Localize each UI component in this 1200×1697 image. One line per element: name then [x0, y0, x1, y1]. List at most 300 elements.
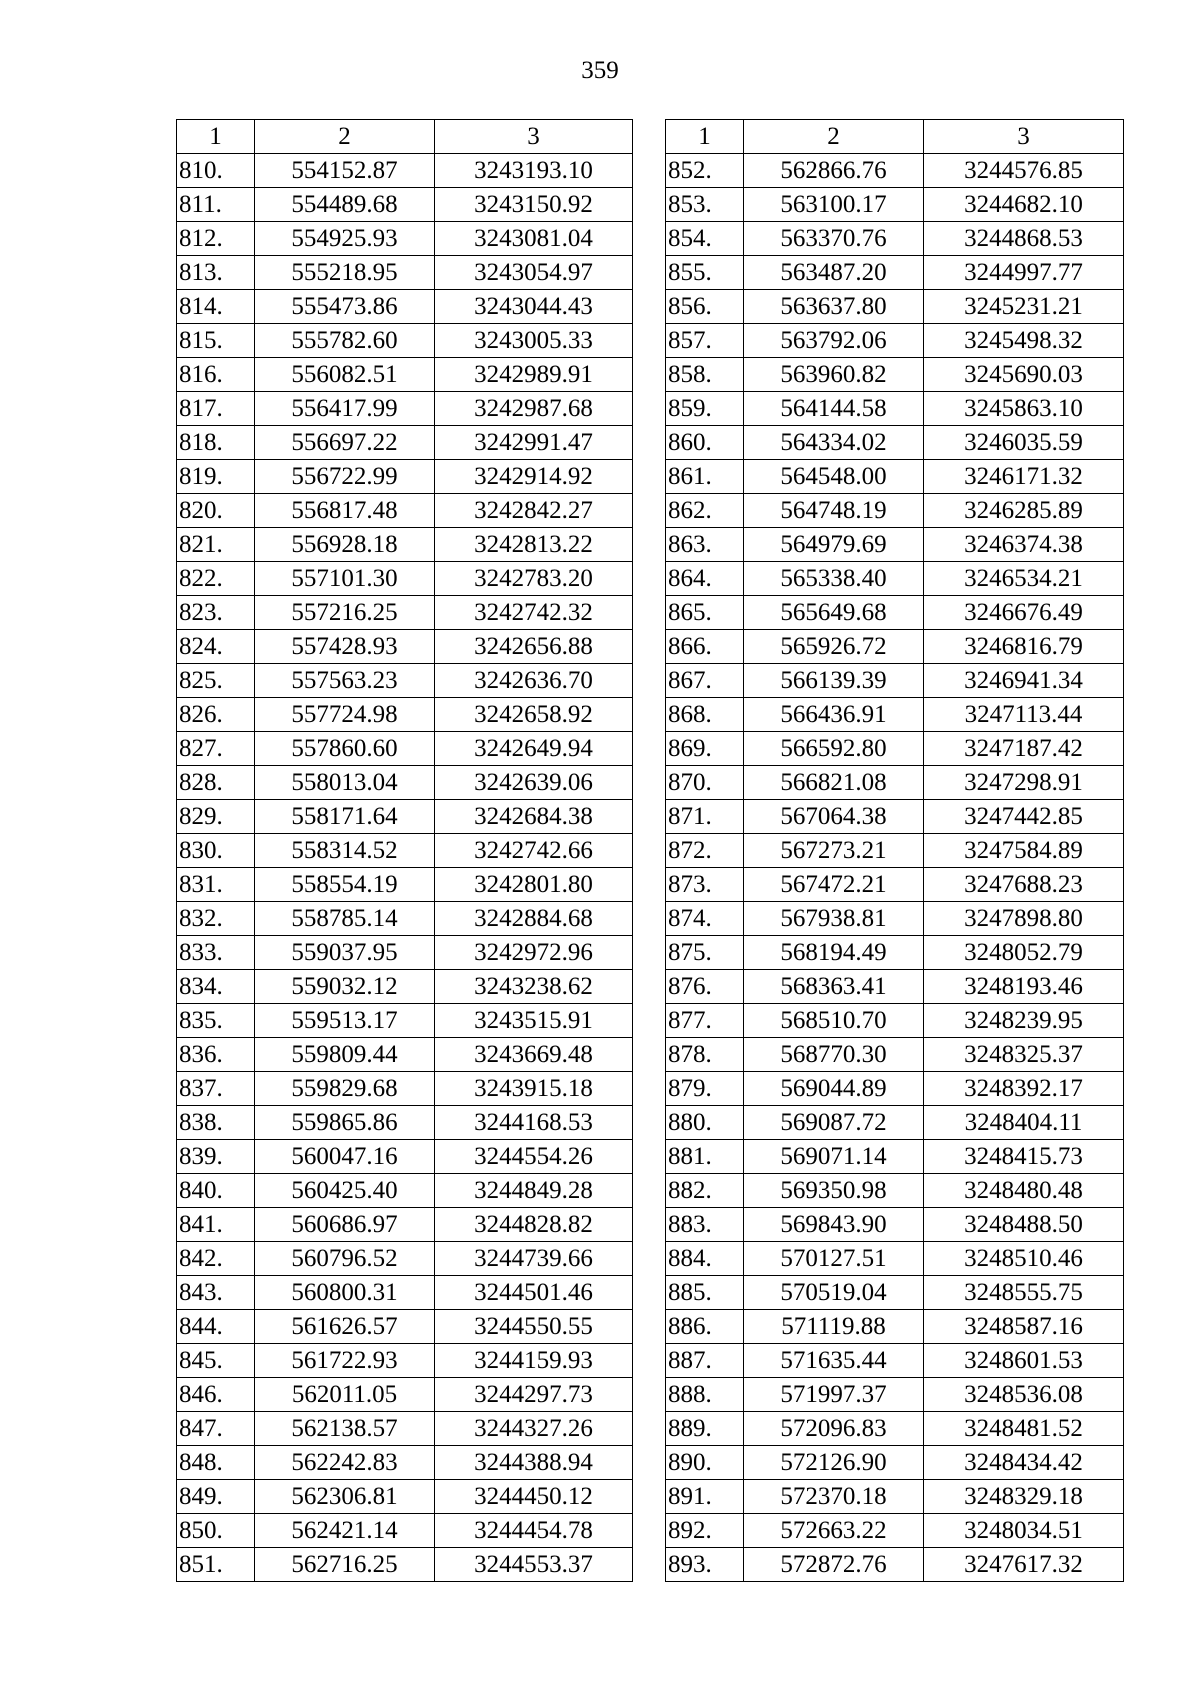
x-coordinate-cell: 556817.48 [255, 494, 435, 528]
y-coordinate-cell: 3246941.34 [924, 664, 1124, 698]
y-coordinate-cell: 3246035.59 [924, 426, 1124, 460]
x-coordinate-cell: 555473.86 [255, 290, 435, 324]
x-coordinate-cell: 562242.83 [255, 1446, 435, 1480]
table-row [177, 1548, 633, 1582]
x-coordinate-cell: 560686.97 [255, 1208, 435, 1242]
y-coordinate-cell: 3244868.53 [924, 222, 1124, 256]
x-coordinate-cell: 554152.87 [255, 154, 435, 188]
x-coordinate-cell: 571997.37 [744, 1378, 924, 1412]
y-coordinate-cell: 3244550.55 [435, 1310, 633, 1344]
x-coordinate-cell: 564334.02 [744, 426, 924, 460]
y-coordinate-cell: 3244553.37 [435, 1548, 633, 1582]
x-coordinate-cell: 568363.41 [744, 970, 924, 1004]
x-coordinate-cell: 563792.06 [744, 324, 924, 358]
x-coordinate-cell: 557563.23 [255, 664, 435, 698]
x-coordinate-cell: 561626.57 [255, 1310, 435, 1344]
table-row [666, 562, 1124, 596]
x-coordinate-cell: 568770.30 [744, 1038, 924, 1072]
x-coordinate-cell: 559809.44 [255, 1038, 435, 1072]
x-coordinate-cell: 558171.64 [255, 800, 435, 834]
table-row [666, 1514, 1124, 1548]
y-coordinate-cell: 3248488.50 [924, 1208, 1124, 1242]
table-row [177, 1004, 633, 1038]
point-number-cell: 856. [666, 290, 744, 324]
x-coordinate-cell: 564748.19 [744, 494, 924, 528]
y-coordinate-cell: 3242991.47 [435, 426, 633, 460]
header-col-3: 3 [435, 120, 633, 154]
y-coordinate-cell: 3243669.48 [435, 1038, 633, 1072]
x-coordinate-cell: 564144.58 [744, 392, 924, 426]
y-coordinate-cell: 3248034.51 [924, 1514, 1124, 1548]
x-coordinate-cell: 565926.72 [744, 630, 924, 664]
x-coordinate-cell: 562716.25 [255, 1548, 435, 1582]
y-coordinate-cell: 3242989.91 [435, 358, 633, 392]
table-row [666, 596, 1124, 630]
x-coordinate-cell: 560796.52 [255, 1242, 435, 1276]
x-coordinate-cell: 557860.60 [255, 732, 435, 766]
y-coordinate-cell: 3244849.28 [435, 1174, 633, 1208]
y-coordinate-cell: 3244159.93 [435, 1344, 633, 1378]
x-coordinate-cell: 559513.17 [255, 1004, 435, 1038]
x-coordinate-cell: 562138.57 [255, 1412, 435, 1446]
page-number: 359 [581, 57, 619, 84]
table-row [666, 630, 1124, 664]
point-number-cell: 842. [177, 1242, 255, 1276]
x-coordinate-cell: 559037.95 [255, 936, 435, 970]
y-coordinate-cell: 3248392.17 [924, 1072, 1124, 1106]
x-coordinate-cell: 559032.12 [255, 970, 435, 1004]
y-coordinate-cell: 3248434.42 [924, 1446, 1124, 1480]
point-number-cell: 879. [666, 1072, 744, 1106]
table-row [666, 834, 1124, 868]
point-number-cell: 870. [666, 766, 744, 800]
y-coordinate-cell: 3243238.62 [435, 970, 633, 1004]
point-number-cell: 866. [666, 630, 744, 664]
table-row [177, 1140, 633, 1174]
point-number-cell: 835. [177, 1004, 255, 1038]
table-row [177, 1514, 633, 1548]
table-row [177, 460, 633, 494]
x-coordinate-cell: 563637.80 [744, 290, 924, 324]
table-row [177, 494, 633, 528]
point-number-cell: 861. [666, 460, 744, 494]
table-row [177, 1106, 633, 1140]
table-header-row [666, 120, 1124, 154]
y-coordinate-cell: 3244997.77 [924, 256, 1124, 290]
x-coordinate-cell: 567064.38 [744, 800, 924, 834]
y-coordinate-cell: 3244450.12 [435, 1480, 633, 1514]
point-number-cell: 853. [666, 188, 744, 222]
table-row [177, 1378, 633, 1412]
table-row [666, 698, 1124, 732]
table-row [177, 698, 633, 732]
table-row [666, 902, 1124, 936]
y-coordinate-cell: 3245498.32 [924, 324, 1124, 358]
point-number-cell: 848. [177, 1446, 255, 1480]
y-coordinate-cell: 3248510.46 [924, 1242, 1124, 1276]
y-coordinate-cell: 3242656.88 [435, 630, 633, 664]
point-number-cell: 822. [177, 562, 255, 596]
x-coordinate-cell: 563370.76 [744, 222, 924, 256]
x-coordinate-cell: 559829.68 [255, 1072, 435, 1106]
point-number-cell: 824. [177, 630, 255, 664]
point-number-cell: 874. [666, 902, 744, 936]
y-coordinate-cell: 3248193.46 [924, 970, 1124, 1004]
x-coordinate-cell: 563487.20 [744, 256, 924, 290]
x-coordinate-cell: 554925.93 [255, 222, 435, 256]
point-number-cell: 838. [177, 1106, 255, 1140]
y-coordinate-cell: 3247187.42 [924, 732, 1124, 766]
table-row [666, 1276, 1124, 1310]
y-coordinate-cell: 3247442.85 [924, 800, 1124, 834]
table-row [666, 290, 1124, 324]
point-number-cell: 827. [177, 732, 255, 766]
x-coordinate-cell: 558554.19 [255, 868, 435, 902]
y-coordinate-cell: 3244501.46 [435, 1276, 633, 1310]
y-coordinate-cell: 3246676.49 [924, 596, 1124, 630]
y-coordinate-cell: 3248052.79 [924, 936, 1124, 970]
x-coordinate-cell: 563100.17 [744, 188, 924, 222]
point-number-cell: 810. [177, 154, 255, 188]
y-coordinate-cell: 3242649.94 [435, 732, 633, 766]
y-coordinate-cell: 3244454.78 [435, 1514, 633, 1548]
x-coordinate-cell: 568510.70 [744, 1004, 924, 1038]
point-number-cell: 880. [666, 1106, 744, 1140]
table-row [666, 256, 1124, 290]
point-number-cell: 831. [177, 868, 255, 902]
table-row [177, 358, 633, 392]
header-col-2: 2 [744, 120, 924, 154]
x-coordinate-cell: 567938.81 [744, 902, 924, 936]
y-coordinate-cell: 3244297.73 [435, 1378, 633, 1412]
x-coordinate-cell: 568194.49 [744, 936, 924, 970]
y-coordinate-cell: 3242914.92 [435, 460, 633, 494]
x-coordinate-cell: 569087.72 [744, 1106, 924, 1140]
table-row [666, 324, 1124, 358]
x-coordinate-cell: 570127.51 [744, 1242, 924, 1276]
point-number-cell: 884. [666, 1242, 744, 1276]
y-coordinate-cell: 3242972.96 [435, 936, 633, 970]
table-row [666, 1072, 1124, 1106]
point-number-cell: 825. [177, 664, 255, 698]
x-coordinate-cell: 557428.93 [255, 630, 435, 664]
point-number-cell: 836. [177, 1038, 255, 1072]
table-row [666, 460, 1124, 494]
x-coordinate-cell: 561722.93 [255, 1344, 435, 1378]
table-row [666, 1208, 1124, 1242]
header-col-1: 1 [666, 120, 744, 154]
point-number-cell: 881. [666, 1140, 744, 1174]
point-number-cell: 817. [177, 392, 255, 426]
point-number-cell: 851. [177, 1548, 255, 1582]
table-row [177, 1446, 633, 1480]
y-coordinate-cell: 3242639.06 [435, 766, 633, 800]
point-number-cell: 847. [177, 1412, 255, 1446]
y-coordinate-cell: 3248329.18 [924, 1480, 1124, 1514]
point-number-cell: 812. [177, 222, 255, 256]
table-row [177, 1412, 633, 1446]
point-number-cell: 863. [666, 528, 744, 562]
point-number-cell: 830. [177, 834, 255, 868]
point-number-cell: 869. [666, 732, 744, 766]
table-row [177, 528, 633, 562]
x-coordinate-cell: 566436.91 [744, 698, 924, 732]
point-number-cell: 850. [177, 1514, 255, 1548]
y-coordinate-cell: 3242742.32 [435, 596, 633, 630]
x-coordinate-cell: 570519.04 [744, 1276, 924, 1310]
y-coordinate-cell: 3247584.89 [924, 834, 1124, 868]
table-row [666, 970, 1124, 1004]
table-row [666, 1242, 1124, 1276]
point-number-cell: 845. [177, 1344, 255, 1378]
point-number-cell: 849. [177, 1480, 255, 1514]
point-number-cell: 860. [666, 426, 744, 460]
table-row [666, 936, 1124, 970]
point-number-cell: 840. [177, 1174, 255, 1208]
table-row [666, 1310, 1124, 1344]
table-row [666, 1480, 1124, 1514]
table-row [177, 256, 633, 290]
x-coordinate-cell: 569044.89 [744, 1072, 924, 1106]
x-coordinate-cell: 565649.68 [744, 596, 924, 630]
header-col-1: 1 [177, 120, 255, 154]
x-coordinate-cell: 562306.81 [255, 1480, 435, 1514]
y-coordinate-cell: 3248601.53 [924, 1344, 1124, 1378]
x-coordinate-cell: 562421.14 [255, 1514, 435, 1548]
table-row [177, 766, 633, 800]
point-number-cell: 829. [177, 800, 255, 834]
table-row [666, 1446, 1124, 1480]
table-row [177, 664, 633, 698]
x-coordinate-cell: 566821.08 [744, 766, 924, 800]
table-row [666, 1174, 1124, 1208]
point-number-cell: 814. [177, 290, 255, 324]
point-number-cell: 886. [666, 1310, 744, 1344]
table-row [177, 1072, 633, 1106]
y-coordinate-cell: 3243044.43 [435, 290, 633, 324]
x-coordinate-cell: 566592.80 [744, 732, 924, 766]
y-coordinate-cell: 3247113.44 [924, 698, 1124, 732]
table-row [666, 766, 1124, 800]
y-coordinate-cell: 3248415.73 [924, 1140, 1124, 1174]
point-number-cell: 819. [177, 460, 255, 494]
x-coordinate-cell: 555218.95 [255, 256, 435, 290]
x-coordinate-cell: 562866.76 [744, 154, 924, 188]
point-number-cell: 864. [666, 562, 744, 596]
y-coordinate-cell: 3246171.32 [924, 460, 1124, 494]
x-coordinate-cell: 557216.25 [255, 596, 435, 630]
point-number-cell: 865. [666, 596, 744, 630]
table-row [177, 1344, 633, 1378]
point-number-cell: 815. [177, 324, 255, 358]
y-coordinate-cell: 3244828.82 [435, 1208, 633, 1242]
y-coordinate-cell: 3243915.18 [435, 1072, 633, 1106]
header-col-3: 3 [924, 120, 1124, 154]
table-row [666, 1378, 1124, 1412]
table-row [666, 1038, 1124, 1072]
point-number-cell: 834. [177, 970, 255, 1004]
point-number-cell: 821. [177, 528, 255, 562]
x-coordinate-cell: 560047.16 [255, 1140, 435, 1174]
table-row [666, 1412, 1124, 1446]
y-coordinate-cell: 3244576.85 [924, 154, 1124, 188]
x-coordinate-cell: 554489.68 [255, 188, 435, 222]
x-coordinate-cell: 562011.05 [255, 1378, 435, 1412]
y-coordinate-cell: 3248481.52 [924, 1412, 1124, 1446]
y-coordinate-cell: 3242884.68 [435, 902, 633, 936]
coordinates-table-right [665, 119, 1124, 1582]
y-coordinate-cell: 3242987.68 [435, 392, 633, 426]
table-row [177, 1208, 633, 1242]
y-coordinate-cell: 3248480.48 [924, 1174, 1124, 1208]
point-number-cell: 811. [177, 188, 255, 222]
point-number-cell: 846. [177, 1378, 255, 1412]
x-coordinate-cell: 564979.69 [744, 528, 924, 562]
point-number-cell: 828. [177, 766, 255, 800]
table-row [177, 188, 633, 222]
table-row [177, 970, 633, 1004]
y-coordinate-cell: 3248325.37 [924, 1038, 1124, 1072]
table-row [177, 1038, 633, 1072]
y-coordinate-cell: 3243193.10 [435, 154, 633, 188]
point-number-cell: 871. [666, 800, 744, 834]
y-coordinate-cell: 3247688.23 [924, 868, 1124, 902]
y-coordinate-cell: 3244739.66 [435, 1242, 633, 1276]
x-coordinate-cell: 558785.14 [255, 902, 435, 936]
y-coordinate-cell: 3248404.11 [924, 1106, 1124, 1140]
y-coordinate-cell: 3247617.32 [924, 1548, 1124, 1582]
point-number-cell: 873. [666, 868, 744, 902]
x-coordinate-cell: 569350.98 [744, 1174, 924, 1208]
table-row [177, 630, 633, 664]
y-coordinate-cell: 3246534.21 [924, 562, 1124, 596]
point-number-cell: 837. [177, 1072, 255, 1106]
x-coordinate-cell: 560800.31 [255, 1276, 435, 1310]
y-coordinate-cell: 3244554.26 [435, 1140, 633, 1174]
point-number-cell: 877. [666, 1004, 744, 1038]
point-number-cell: 890. [666, 1446, 744, 1480]
table-header-row [177, 120, 633, 154]
point-number-cell: 883. [666, 1208, 744, 1242]
y-coordinate-cell: 3242842.27 [435, 494, 633, 528]
x-coordinate-cell: 567472.21 [744, 868, 924, 902]
y-coordinate-cell: 3248536.08 [924, 1378, 1124, 1412]
y-coordinate-cell: 3244388.94 [435, 1446, 633, 1480]
x-coordinate-cell: 564548.00 [744, 460, 924, 494]
y-coordinate-cell: 3246285.89 [924, 494, 1124, 528]
x-coordinate-cell: 572370.18 [744, 1480, 924, 1514]
x-coordinate-cell: 556082.51 [255, 358, 435, 392]
table-row [177, 222, 633, 256]
x-coordinate-cell: 571119.88 [744, 1310, 924, 1344]
y-coordinate-cell: 3243081.04 [435, 222, 633, 256]
point-number-cell: 885. [666, 1276, 744, 1310]
x-coordinate-cell: 558013.04 [255, 766, 435, 800]
table-row [666, 358, 1124, 392]
point-number-cell: 859. [666, 392, 744, 426]
table-row [666, 1140, 1124, 1174]
point-number-cell: 888. [666, 1378, 744, 1412]
table-row [177, 324, 633, 358]
x-coordinate-cell: 556417.99 [255, 392, 435, 426]
table-row [666, 392, 1124, 426]
point-number-cell: 882. [666, 1174, 744, 1208]
table-row [177, 868, 633, 902]
y-coordinate-cell: 3242813.22 [435, 528, 633, 562]
table-row [666, 494, 1124, 528]
point-number-cell: 887. [666, 1344, 744, 1378]
x-coordinate-cell: 572663.22 [744, 1514, 924, 1548]
table-row [177, 290, 633, 324]
table-row [666, 868, 1124, 902]
header-col-2: 2 [255, 120, 435, 154]
point-number-cell: 868. [666, 698, 744, 732]
y-coordinate-cell: 3245231.21 [924, 290, 1124, 324]
y-coordinate-cell: 3244682.10 [924, 188, 1124, 222]
y-coordinate-cell: 3242684.38 [435, 800, 633, 834]
table-row [666, 732, 1124, 766]
x-coordinate-cell: 565338.40 [744, 562, 924, 596]
point-number-cell: 872. [666, 834, 744, 868]
table-row [666, 800, 1124, 834]
point-number-cell: 867. [666, 664, 744, 698]
y-coordinate-cell: 3246374.38 [924, 528, 1124, 562]
point-number-cell: 857. [666, 324, 744, 358]
point-number-cell: 841. [177, 1208, 255, 1242]
y-coordinate-cell: 3245690.03 [924, 358, 1124, 392]
y-coordinate-cell: 3244168.53 [435, 1106, 633, 1140]
table-row [177, 392, 633, 426]
point-number-cell: 844. [177, 1310, 255, 1344]
point-number-cell: 854. [666, 222, 744, 256]
x-coordinate-cell: 566139.39 [744, 664, 924, 698]
table-row [666, 222, 1124, 256]
y-coordinate-cell: 3247898.80 [924, 902, 1124, 936]
table-row [177, 800, 633, 834]
point-number-cell: 878. [666, 1038, 744, 1072]
y-coordinate-cell: 3242742.66 [435, 834, 633, 868]
x-coordinate-cell: 569071.14 [744, 1140, 924, 1174]
x-coordinate-cell: 572872.76 [744, 1548, 924, 1582]
point-number-cell: 875. [666, 936, 744, 970]
x-coordinate-cell: 559865.86 [255, 1106, 435, 1140]
x-coordinate-cell: 556928.18 [255, 528, 435, 562]
x-coordinate-cell: 569843.90 [744, 1208, 924, 1242]
x-coordinate-cell: 560425.40 [255, 1174, 435, 1208]
table-row [177, 426, 633, 460]
x-coordinate-cell: 558314.52 [255, 834, 435, 868]
y-coordinate-cell: 3244327.26 [435, 1412, 633, 1446]
y-coordinate-cell: 3243515.91 [435, 1004, 633, 1038]
table-row [177, 1276, 633, 1310]
point-number-cell: 813. [177, 256, 255, 290]
point-number-cell: 893. [666, 1548, 744, 1582]
point-number-cell: 891. [666, 1480, 744, 1514]
x-coordinate-cell: 556722.99 [255, 460, 435, 494]
table-row [177, 1242, 633, 1276]
point-number-cell: 843. [177, 1276, 255, 1310]
table-row [666, 154, 1124, 188]
y-coordinate-cell: 3247298.91 [924, 766, 1124, 800]
point-number-cell: 862. [666, 494, 744, 528]
table-row [666, 1106, 1124, 1140]
table-row [666, 1548, 1124, 1582]
y-coordinate-cell: 3242636.70 [435, 664, 633, 698]
table-row [177, 732, 633, 766]
point-number-cell: 826. [177, 698, 255, 732]
y-coordinate-cell: 3248587.16 [924, 1310, 1124, 1344]
point-number-cell: 816. [177, 358, 255, 392]
